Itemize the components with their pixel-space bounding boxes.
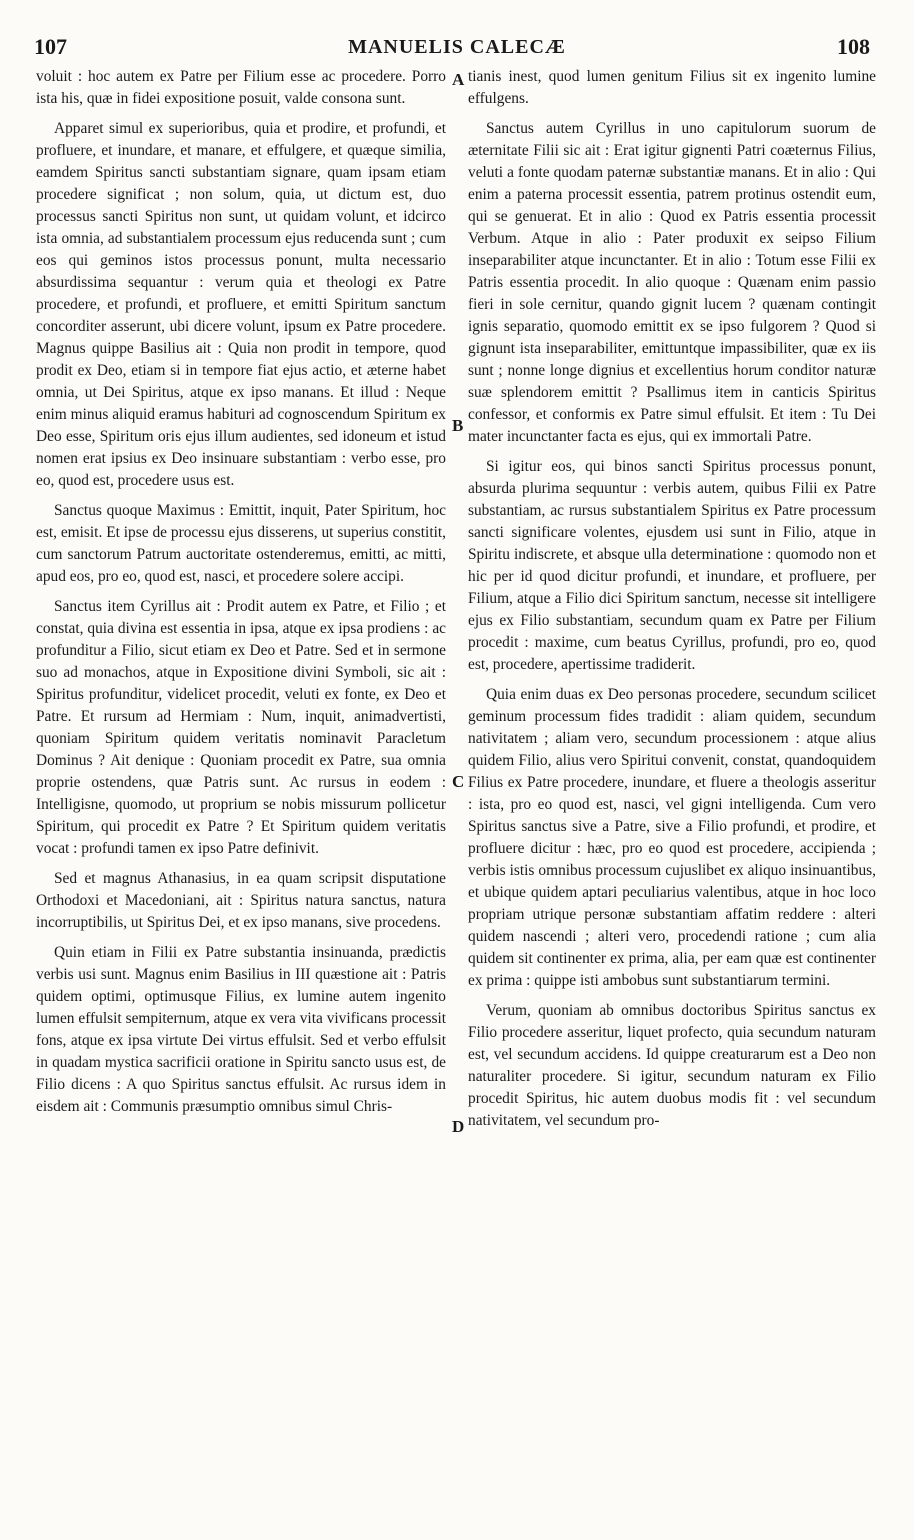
paragraph: tianis inest, quod lumen genitum Filius sit ex ingenito lumine effulgens. [468, 68, 876, 107]
margin-letter-a: A [452, 70, 465, 89]
paragraph: Quin etiam in Filii ex Patre substantia insinuanda, prædictis verbis usi sunt. Magnus enim Basilius in III quæstione ait : Patris quidem optimi, optimusque Filius, ex lumine autem ingenito lumen effulsit sempiternum, atque ex vera vita vivificans processit fons, atque ex ipsa virtute Dei virtus effulsit. Sed et verbo effulsit in quadam mystica sacrificii oratione in Spiritu sancto usus est, de Filio dicens : A quo Spiritus sanctus effulsit. Ac rursus idem in eisdem ait : Communis præsumptio omnibus simul Chris- [36, 944, 446, 1115]
margin-letter-b: B [452, 416, 464, 435]
page-number-right: 108 [837, 34, 870, 59]
paragraph: Quia enim duas ex Deo personas procedere, secundum scilicet geminum processum fides tradidit : aliam quidem, secundum nativitatem ; aliam vero, secundum processionem : atque alius quidem Filio, alius vero Spiritui convenit, constat, quandoquidem Filius ex Patre procedere, inundare, et fluere a theologis asseritur : ista, pro eo quod est, nasci, vel gigni intelligenda. Cum vero Spiritus sanctus sive a Patre, sive a Filio profundi, et prodire, et profluere dicitur : hæc, pro eo quod est procedere, accipienda ; verbis istis omnibus processum cujuslibet ex aliquo insinuantibus, et ubique quidem aptari peculiarius valentibus, atque in hoc loco propriam utrique personæ substantiam affatim reddere : alteri quidem nascendi ; alteri vero, procedendi ratione ; cum alia quidem sit continenter ex prima, alia, per eam quæ est continenter ex prima : quippe isti ambobus sunt substantiarum termini. [468, 686, 876, 989]
paragraph: voluit : hoc autem ex Patre per Filium esse ac procedere. Porro ista his, quæ in fidei expositione posuit, valde consona sunt. [36, 68, 446, 107]
paragraph: Apparet simul ex superioribus, quia et prodire, et profundi, et profluere, et inundare, et manare, et effulgere, et quæque similia, eamdem Spiritus sancti substantiam signare, quam ipsam etiam procedere significat ; non solum, quia, ut dictum est, duo processus sancti Spiritus non sunt, ut quidam volunt, et idcirco ista omnia, ad substantialem processum ejus reducenda sunt ; cum eos qui geminos istos processus ponunt, multa necessario absurdissima sequantur : verum quia et theologi ex Patre procedere, et profundi, et profluere, et emitti Spiritum sanctum concorditer asserunt, ubi dicere volunt, ipsum ex Patre procedere. Magnus quippe Basilius ait : Quia non prodit in tempore, quod prodit ex Deo, etiam si in tempore fiat ejus actio, et æterne habet omnia, ut Dei Spiritus, atque ex ipso manans. Et illud : Neque enim minus aliquid eramus habituri ad cognoscendum Spiritum ex Deo esse, Spiritum oris ejus illum audientes, sed idoneum et istud nomen erat ipsius ex Deo insinuare substantiam : verbo esse, pro eo, quod est, procedere usus est. [36, 120, 446, 489]
paragraph: Sanctus quoque Maximus : Emittit, inquit, Pater Spiritum, hoc est, emisit. Et ipse de processu ejus disserens, ut superius constitit, cum sanctorum Patrum auctoritate ostenderemus, emitti, ac mitti, apud eos, pro eo, quod est, nasci, et procedere solere accipi. [36, 502, 446, 585]
running-title: MANUELIS CALECÆ [348, 36, 566, 58]
right-column [468, 66, 876, 1140]
paragraph: Verum, quoniam ab omnibus doctoribus Spiritus sanctus ex Filio procedere asseritur, liquet profecto, quia secundum naturam est, vel secundum accidens. Id quippe creaturarum est a Deo non naturaliter procedere. Si igitur, secundum naturam ex Filio procedit Spiritus, hic autem duobus modis fit : vel secundum nativitatem, vel secundum pro- [468, 1002, 876, 1129]
margin-letter-c: C [452, 772, 465, 791]
paragraph: Si igitur eos, qui binos sancti Spiritus processus ponunt, absurda plurima sequuntur : verbis autem, quibus Filii ex Patre substantiam, ac rursus substantialem Spiritus ex Patre processum sancti significare volentes, ejusdem usi sunt in Filio, atque in Spiritu indiscrete, et absque ulla determinatione : quomodo non et hic per id quod dicitur profundi, et inundare, et profluere, per Filium, atque a Filio dici Spiritum sanctum, necesse sit intelligere ejus ex Filio substantiam, secundum quam ex Patre per Filium procedit : maxime, cum beatus Cyrillus, profundi, pro eo, quod est, procedere, apertissime tradiderit. [468, 458, 876, 673]
paragraph: Sanctus item Cyrillus ait : Prodit autem ex Patre, et Filio ; et constat, quia divina est essentia in ipsa, atque ex ipsa prodiens : ac profunditur a Filio, sicut etiam ex Deo et Patre. Sed et in sermone suo ad monachos, atque in Expositione divini Symboli, sic ait : Spiritus profunditur, videlicet procedit, veluti ex fonte, ex Deo et Patre. Et rursum ad Hermiam : Num, inquit, animadvertisti, quoniam Spiritum quidem veritatis nominavit Paracletum Dominus ? Ait denique : Quoniam procedit ex Patre, sua omnia proprie ostendens, quæ Patris sunt. Ac rursus in eodem : Intelligisne, quomodo, ut proprium se nobis missurum pollicetur Spiritum, qui procedit ex Patre ? Et Spiritum quidem veritatis vocat : profundi tamen ex ipso Patre definivit. [36, 598, 446, 857]
running-header [34, 34, 880, 62]
left-column [36, 66, 446, 1126]
page-number-left: 107 [34, 34, 67, 59]
paragraph: Sanctus autem Cyrillus in uno capitulorum suorum de æternitate Filii sic ait : Erat igitur gignenti Patri coæternus Filius, veluti a fonte quodam paternæ substantiæ manans. Et in alio : Qui enim a paterna processit essentia, patrem protinus ostendit eum, qui se genuerat. Et in alio : Quod ex Patris essentia processit Verbum. Atque in alio : Pater produxit ex seipso Filium inseparabiliter atque incunctanter. Et in alio : Totum esse Filii ex Patris essentia procedit. In alio quoque : Quænam enim passio fieri in sole cernitur, quando gignit lucem ? quænam contingit ignis separatio, quomodo emittit ex se ipso fulgorem ? Quod si gignunt ista inseparabiliter, emittuntque impassibiliter, quæ ex iis sunt ; nonne longe dignius et excellentius horum conditor naturæ suæ splendorem emittit ? Psallimus item in canticis Spiritus confessor, et conformis ex Patre simul effulsit. Et item : Tu Dei mater incunctanter facta es ejus, qui ex immortali Patre. [468, 120, 876, 445]
margin-letter-d: D [452, 1117, 465, 1136]
paragraph: Sed et magnus Athanasius, in ea quam scripsit disputatione Orthodoxi et Macedoniani, ait : Spiritus natura sanctus, natura incorruptibilis, ut Spiritus Dei, et ex ipso manans, sive procedens. [36, 870, 446, 931]
